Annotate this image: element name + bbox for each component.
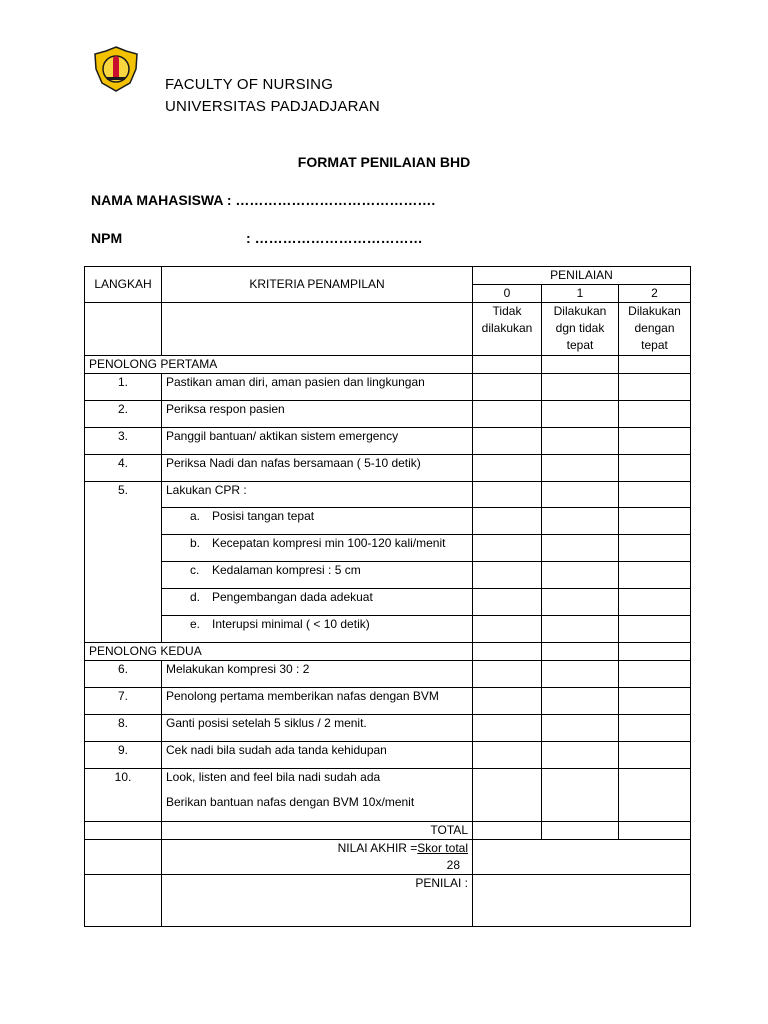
header-langkah: LANGKAH bbox=[85, 267, 162, 303]
institution-line-2: UNIVERSITAS PADJADJARAN bbox=[165, 98, 380, 115]
nilai-row bbox=[85, 840, 691, 875]
nama-field bbox=[91, 192, 435, 208]
score-cell[interactable] bbox=[542, 374, 619, 401]
score-cell[interactable] bbox=[619, 769, 691, 822]
score-cell[interactable] bbox=[542, 508, 619, 535]
score-cell[interactable] bbox=[473, 742, 542, 769]
score-cell[interactable] bbox=[473, 661, 542, 688]
npm-dots[interactable]: ……………………………… bbox=[254, 230, 423, 246]
table-row bbox=[85, 482, 691, 508]
score-0-desc: Tidak dilakukan bbox=[473, 303, 542, 356]
table-row bbox=[85, 374, 691, 401]
table-row bbox=[85, 661, 691, 688]
sub-text: Posisi tangan tepat bbox=[212, 509, 315, 523]
score-cell[interactable] bbox=[542, 616, 619, 643]
step-number: 1. bbox=[85, 374, 162, 401]
penilai-signature-cell[interactable] bbox=[473, 875, 691, 927]
sub-criteria bbox=[162, 616, 473, 643]
score-cell[interactable] bbox=[473, 356, 542, 374]
score-cell[interactable] bbox=[619, 356, 691, 374]
step-number: 2. bbox=[85, 401, 162, 428]
logo-inner-figure bbox=[113, 60, 119, 77]
score-cell[interactable] bbox=[473, 616, 542, 643]
sub-letter: a. bbox=[190, 509, 201, 523]
blank-cell bbox=[85, 303, 162, 356]
step-criteria: Penolong pertama memberikan nafas dengan BVM bbox=[162, 688, 473, 715]
header-kriteria: KRITERIA PENAMPILAN bbox=[162, 267, 473, 303]
score-cell[interactable] bbox=[619, 643, 691, 661]
university-logo bbox=[92, 45, 140, 93]
step-criteria: Panggil bantuan/ aktikan sistem emergency bbox=[162, 428, 473, 455]
score-2: 2 bbox=[619, 285, 691, 303]
step-number: 4. bbox=[85, 455, 162, 482]
npm-colon: : bbox=[246, 230, 251, 246]
score-1: 1 bbox=[542, 285, 619, 303]
sub-letter: e. bbox=[190, 617, 201, 631]
assessment-table bbox=[84, 266, 691, 927]
nilai-numerator: Skor total bbox=[417, 841, 468, 855]
score-cell[interactable] bbox=[619, 562, 691, 589]
score-cell[interactable] bbox=[542, 688, 619, 715]
section-penolong-pertama: PENOLONG PERTAMA bbox=[85, 356, 473, 374]
nilai-value-cell[interactable] bbox=[473, 840, 691, 875]
nilai-formula bbox=[166, 840, 468, 857]
sub-criteria bbox=[162, 508, 473, 535]
penilai-row bbox=[85, 875, 691, 927]
step-number: 3. bbox=[85, 428, 162, 455]
sub-row bbox=[85, 535, 691, 562]
sub-letter: b. bbox=[190, 536, 201, 550]
step-criteria-line2: Berikan bantuan nafas dengan BVM 10x/menit bbox=[166, 795, 415, 809]
score-cell[interactable] bbox=[619, 616, 691, 643]
nilai-denominator: 28 bbox=[446, 858, 460, 872]
score-cell[interactable] bbox=[619, 742, 691, 769]
step-number: 5. bbox=[85, 482, 162, 643]
table-row bbox=[85, 715, 691, 742]
step-number: 10. bbox=[85, 769, 162, 822]
blank-cell bbox=[85, 822, 162, 840]
score-cell[interactable] bbox=[542, 643, 619, 661]
step-criteria: Ganti posisi setelah 5 siklus / 2 menit. bbox=[162, 715, 473, 742]
score-cell[interactable] bbox=[619, 455, 691, 482]
total-cell[interactable] bbox=[473, 822, 542, 840]
table-row bbox=[85, 742, 691, 769]
sub-text: Kedalaman kompresi : 5 cm bbox=[212, 563, 361, 577]
score-cell[interactable] bbox=[542, 562, 619, 589]
score-cell[interactable] bbox=[619, 589, 691, 616]
score-cell[interactable] bbox=[542, 715, 619, 742]
section-penolong-kedua: PENOLONG KEDUA bbox=[85, 643, 473, 661]
score-cell[interactable] bbox=[542, 455, 619, 482]
sub-text: Kecepatan kompresi min 100-120 kali/menit bbox=[212, 536, 446, 550]
step-criteria: Melakukan kompresi 30 : 2 bbox=[162, 661, 473, 688]
score-cell[interactable] bbox=[542, 742, 619, 769]
score-cell[interactable] bbox=[619, 374, 691, 401]
sub-criteria bbox=[162, 562, 473, 589]
header-penilaian: PENILAIAN bbox=[473, 267, 691, 285]
step-number: 6. bbox=[85, 661, 162, 688]
sub-row bbox=[85, 508, 691, 535]
score-cell[interactable] bbox=[542, 356, 619, 374]
score-cell[interactable] bbox=[542, 661, 619, 688]
sub-row bbox=[85, 589, 691, 616]
score-0: 0 bbox=[473, 285, 542, 303]
score-cell[interactable] bbox=[542, 589, 619, 616]
table-row bbox=[85, 428, 691, 455]
score-cell[interactable] bbox=[619, 661, 691, 688]
sub-text: Pengembangan dada adekuat bbox=[212, 590, 373, 604]
npm-label: NPM bbox=[91, 230, 123, 246]
score-cell[interactable] bbox=[473, 589, 542, 616]
table-row bbox=[85, 769, 691, 822]
sub-criteria bbox=[162, 589, 473, 616]
score-cell[interactable] bbox=[542, 482, 619, 508]
score-cell[interactable] bbox=[542, 401, 619, 428]
step-criteria: Periksa respon pasien bbox=[162, 401, 473, 428]
nama-dots[interactable]: ……………………………………. bbox=[235, 192, 436, 208]
nama-label: NAMA MAHASISWA : bbox=[91, 192, 232, 208]
section-row-penolong-pertama bbox=[85, 356, 691, 374]
score-2-desc: Dilakukan dengan tepat bbox=[619, 303, 691, 356]
npm-field bbox=[91, 230, 423, 246]
sub-text: Interupsi minimal ( < 10 detik) bbox=[212, 617, 370, 631]
score-cell[interactable] bbox=[473, 769, 542, 822]
score-cell[interactable] bbox=[542, 535, 619, 562]
score-cell[interactable] bbox=[542, 428, 619, 455]
score-cell[interactable] bbox=[619, 508, 691, 535]
score-cell[interactable] bbox=[473, 535, 542, 562]
total-label: TOTAL bbox=[162, 822, 473, 840]
step-number: 9. bbox=[85, 742, 162, 769]
blank-cell bbox=[85, 840, 162, 875]
header-row-1 bbox=[85, 267, 691, 285]
step-criteria: Pastikan aman diri, aman pasien dan lingkungan bbox=[162, 374, 473, 401]
score-cell[interactable] bbox=[619, 401, 691, 428]
table-row bbox=[85, 401, 691, 428]
score-cell[interactable] bbox=[473, 643, 542, 661]
blank-cell bbox=[85, 875, 162, 927]
logo-base bbox=[107, 77, 125, 80]
total-cell[interactable] bbox=[619, 822, 691, 840]
logo-inner-head bbox=[113, 56, 119, 62]
score-cell[interactable] bbox=[619, 688, 691, 715]
score-cell[interactable] bbox=[473, 374, 542, 401]
score-1-desc: Dilakukan dgn tidak tepat bbox=[542, 303, 619, 356]
step-criteria: Cek nadi bila sudah ada tanda kehidupan bbox=[162, 742, 473, 769]
score-cell[interactable] bbox=[473, 688, 542, 715]
form-title: FORMAT PENILAIAN BHD bbox=[297, 154, 471, 170]
score-cell[interactable] bbox=[473, 455, 542, 482]
step-number: 8. bbox=[85, 715, 162, 742]
sub-letter: c. bbox=[190, 563, 200, 577]
score-cell[interactable] bbox=[619, 482, 691, 508]
score-cell[interactable] bbox=[473, 482, 542, 508]
step-criteria: Periksa Nadi dan nafas bersamaan ( 5-10 detik) bbox=[162, 455, 473, 482]
step-criteria: Lakukan CPR : bbox=[162, 482, 473, 508]
step-number: 7. bbox=[85, 688, 162, 715]
table-row bbox=[85, 455, 691, 482]
header-row-3 bbox=[85, 303, 691, 356]
total-cell[interactable] bbox=[542, 822, 619, 840]
penilai-label: PENILAI : bbox=[162, 875, 473, 927]
step-criteria bbox=[162, 769, 473, 822]
sub-row bbox=[85, 616, 691, 643]
score-cell[interactable] bbox=[619, 715, 691, 742]
nilai-akhir bbox=[162, 840, 473, 875]
sub-letter: d. bbox=[190, 590, 201, 604]
nilai-label: NILAI AKHIR = bbox=[337, 841, 418, 855]
score-cell[interactable] bbox=[473, 508, 542, 535]
blank-cell bbox=[162, 303, 473, 356]
sub-criteria bbox=[162, 535, 473, 562]
score-cell[interactable] bbox=[542, 769, 619, 822]
table-row bbox=[85, 688, 691, 715]
score-cell[interactable] bbox=[473, 562, 542, 589]
section-row-penolong-kedua bbox=[85, 643, 691, 661]
score-cell[interactable] bbox=[473, 401, 542, 428]
score-cell[interactable] bbox=[619, 535, 691, 562]
step-criteria-line1: Look, listen and feel bila nadi sudah ada bbox=[166, 770, 381, 784]
sub-row bbox=[85, 562, 691, 589]
score-cell[interactable] bbox=[473, 428, 542, 455]
score-cell[interactable] bbox=[619, 428, 691, 455]
total-row bbox=[85, 822, 691, 840]
institution-line-1: FACULTY OF NURSING bbox=[165, 76, 334, 93]
score-cell[interactable] bbox=[473, 715, 542, 742]
